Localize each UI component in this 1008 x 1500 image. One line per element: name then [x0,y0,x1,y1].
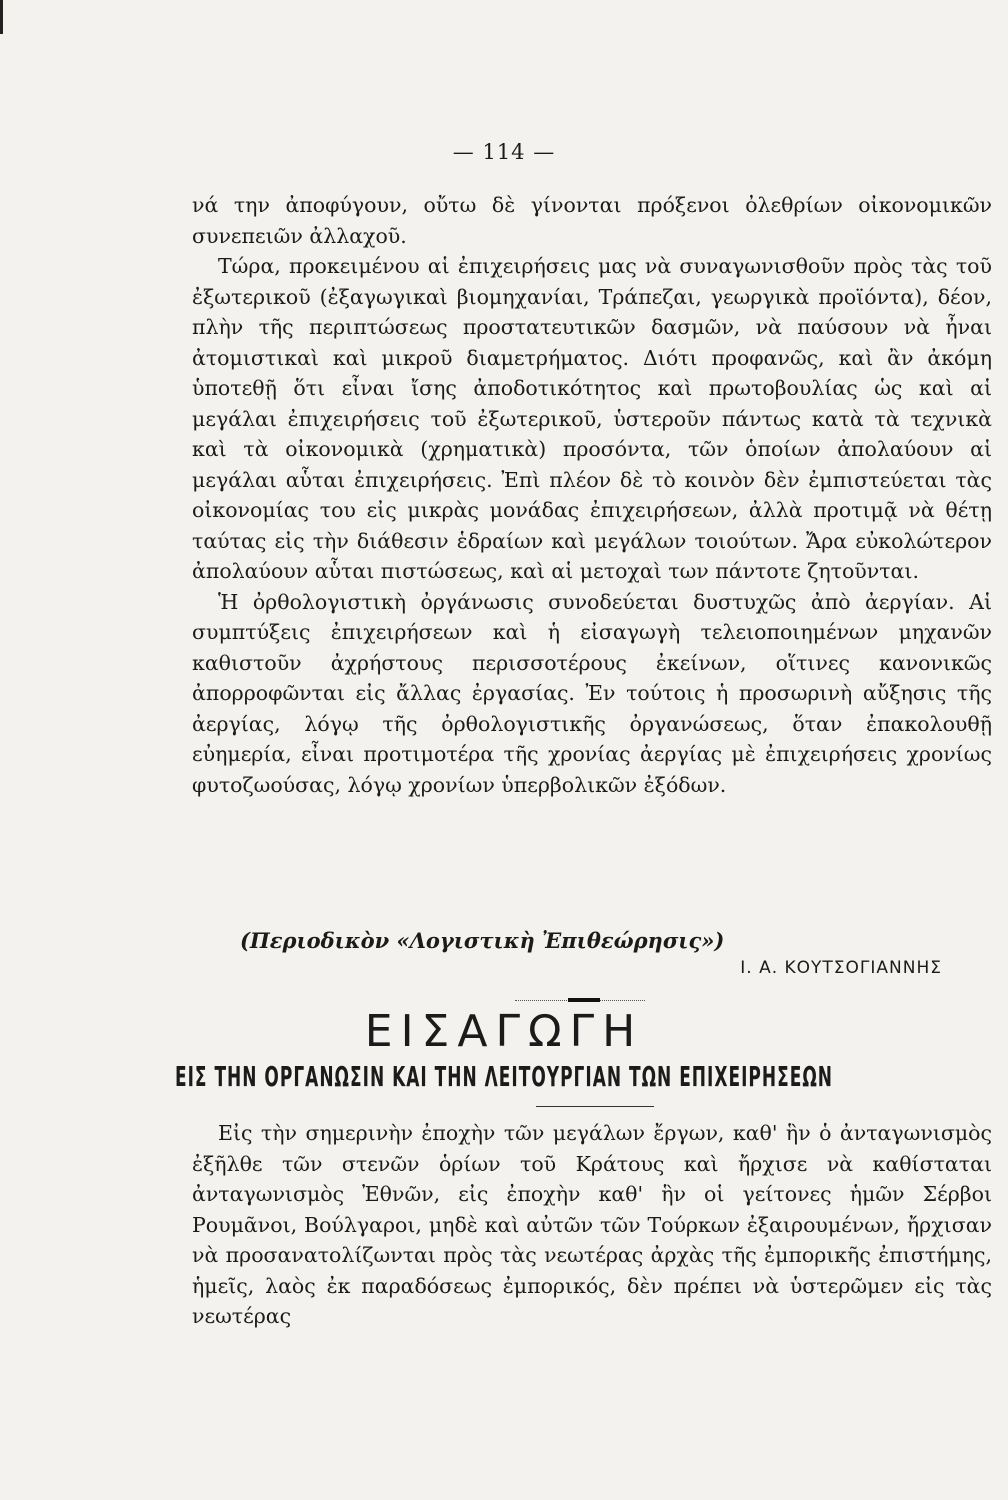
paragraph: Εἰς τὴν σημερινὴν ἐποχὴν τῶν μεγάλων ἔργων, καθ' ἣν ὁ ἀνταγωνισμὸς ἐξῆλθε τῶν στενῶν ὁρίων τοῦ Κράτους καὶ ἤρχισε νὰ καθίσταται ἀνταγωνισμὸς Ἐθνῶν, εἰς ἐποχὴν καθ' ἣν οἱ γείτονες ἡμῶν Σέρβοι Ρουμᾶνοι, Βούλγαροι, μηδὲ καὶ αὐτῶν τῶν Τούρκων ἐξαιρουμένων, ἤρχισαν νὰ προσανατολίζωνται πρὸς τὰς νεωτέρας ἀρχὰς τῆς ἐμπορικῆς ἐπιστήμης, ἡμεῖς, λαὸς ἐκ παραδόσεως ἐμπορικός, δὲν πρέπει νὰ ὑστερῶμεν εἰς τὰς νεωτέρας [192,1121,992,1328]
author-signature: Ι. Α. ΚΟΥΤΣΟΓΙΑΝΝΗΣ [740,958,942,978]
paragraph: Ἡ ὀρθολογιστικὴ ὀργάνωσις συνοδεύεται δυστυχῶς ἀπὸ ἀεργίαν. Αἱ συμπτύξεις ἐπιχειρήσεων καὶ ἡ εἰσαγωγὴ τελειοποιημένων μηχανῶν καθιστοῦν ἀχρήστους περισσοτέρους ἐκείνων, οἵτινες κανονικῶς ἀπορροφῶνται εἰς ἄλλας ἐργασίας. Ἐν τούτοις ἡ προσωρινὴ αὔξησις τῆς ἀεργίας, λόγῳ τῆς ὀρθολογιστικῆς ὀργανώσεως, ὅταν ἐπακολουθῇ εὐημερία, εἶναι προτιμοτέρα τῆς χρονίας ἀεργίας μὲ ἐπιχειρήσεις χρονίως φυτοζωούσας, λόγῳ χρονίων ὑπερβολικῶν ἐξόδων. [192,589,992,797]
section-title: ΕΙΣΑΓΩΓΗ [364,1006,644,1057]
page-number: — 114 — [452,140,556,164]
paragraph: Τώρα, προκειμένου αἱ ἐπιχειρήσεις μας νὰ συναγωνισθοῦν πρὸς τὰς τοῦ ἐξωτερικοῦ (ἐξαγωγικαὶ βιομηχανίαι, Τράπεζαι, γεωργικὰ προϊόντα), δέον, πλὴν τῆς περιπτώσεως προστατευτικῶν δασμῶν, νὰ παύσουν νὰ ἦναι ἀτομιστικαὶ καὶ μικροῦ διαμετρήματος. Διότι προφανῶς, καὶ ἂν ἀκόμη ὑποτεθῇ ὅτι εἶναι ἴσης ἀποδοτικότητος καὶ πρωτοβουλίας ὡς καὶ αἱ μεγάλαι ἐπιχειρήσεις τοῦ ἐξωτερικοῦ, ὑστεροῦν πάντως κατὰ τὰ τεχνικὰ καὶ τὰ οἰκονομικὰ (χρηματικὰ) προσόντα, τῶν ὁποίων ἀπολαύουν αἱ μεγάλαι αὗται ἐπιχειρήσεις. Ἐπὶ πλέον δὲ τὸ κοινὸν δὲν ἐμπιστεύεται τὰς οἰκονομίας του εἰς μικρὰς μονάδας ἐπιχειρήσεων, ἀλλὰ προτιμᾷ νὰ θέτῃ ταύτας εἰς τὴν διάθεσιν ἑδραίων καὶ μεγάλων τοιούτων. Ἄρα εὐκολώτερον ἀπολαύουν αὗται πιστώσεως, καὶ αἱ μετοχαὶ των πάντοτε ζητοῦνται. [192,254,992,583]
source-citation: (Περιοδικὸν «Λογιστικὴ Ἐπιθεώρησις») [240,928,725,953]
paragraph: νά την ἀποφύγουν, οὔτω δὲ γίνονται πρόξενοι ὀλεθρίων οἰκονομικῶν συνεπειῶν ἀλλαχοῦ. [192,193,992,248]
section-subtitle: ΕΙΣ ΤΗΝ ΟΡΓΑΝΩΣΙΝ ΚΑΙ ΤΗΝ ΛΕΙΤΟΥΡΓΙΑΝ ΤΩΝ ΕΠΙΧΕΙΡΗΣΕΩΝ [174,1062,833,1094]
divider [568,998,600,1002]
divider [536,1106,654,1107]
article-body [192,190,992,800]
section-body [192,1118,992,1332]
page-edge-mark [0,0,3,34]
